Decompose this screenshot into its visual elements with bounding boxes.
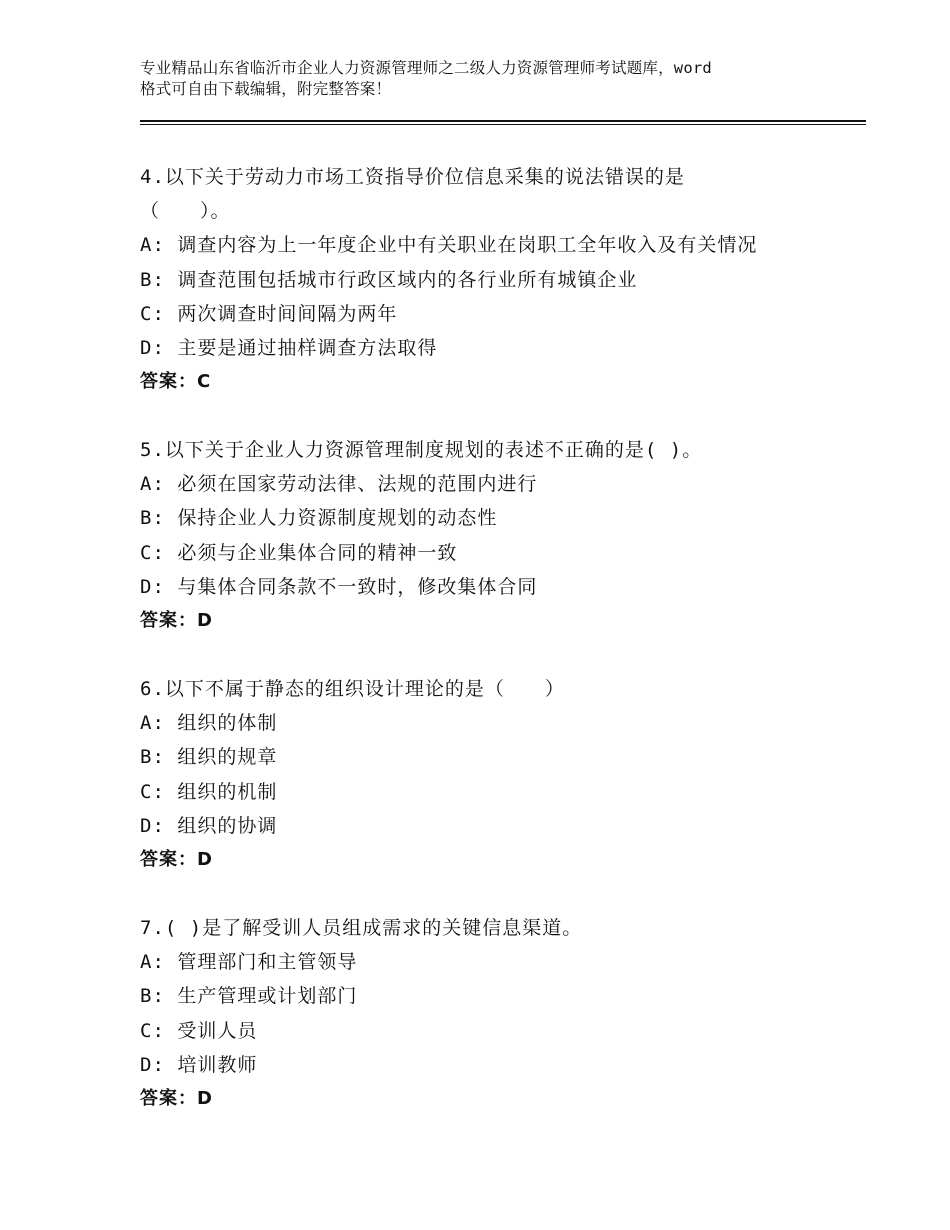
- option-b: B: 调查范围包括城市行政区域内的各行业所有城镇企业: [140, 268, 638, 291]
- header-line-2: 格式可自由下载编辑，附完整答案！: [140, 80, 392, 98]
- header-divider-thick: [140, 120, 866, 122]
- question-7: [140, 911, 860, 1116]
- answer: 答案：C: [140, 371, 212, 393]
- option-c: C: 必须与企业集体合同的精神一致: [140, 541, 458, 564]
- question-stem: 7.( )是了解受训人员组成需求的关键信息渠道。: [140, 917, 583, 939]
- question-stem: 5.以下关于企业人力资源管理制度规划的表述不正确的是( )。: [140, 439, 703, 461]
- question-4: [140, 160, 860, 399]
- answer: 答案：D: [140, 609, 213, 631]
- answer: 答案：D: [140, 848, 213, 870]
- question-stem: 4.以下关于劳动力市场工资指导价位信息采集的说法错误的是: [140, 166, 685, 188]
- option-a: A: 必须在国家劳动法律、法规的范围内进行: [140, 473, 538, 496]
- option-d: D: 培训教师: [140, 1053, 258, 1076]
- option-a: A: 管理部门和主管领导: [140, 951, 358, 974]
- document-header: [140, 58, 860, 100]
- question-stem-continued: （ ）。: [140, 200, 231, 223]
- option-b: B: 保持企业人力资源制度规划的动态性: [140, 507, 498, 530]
- option-c: C: 两次调查时间间隔为两年: [140, 302, 398, 325]
- option-d: D: 与集体合同条款不一致时，修改集体合同: [140, 575, 538, 598]
- option-b: B: 组织的规章: [140, 746, 278, 769]
- header-line-1: 专业精品山东省临沂市企业人力资源管理师之二级人力资源管理师考试题库，word: [140, 59, 712, 77]
- option-c: C: 组织的机制: [140, 780, 278, 803]
- answer: 答案：D: [140, 1087, 213, 1109]
- question-5: [140, 433, 860, 638]
- option-a: A: 调查内容为上一年度企业中有关职业在岗职工全年收入及有关情况: [140, 234, 758, 257]
- option-a: A: 组织的体制: [140, 712, 278, 735]
- question-6: [140, 672, 860, 877]
- option-d: D: 组织的协调: [140, 814, 278, 837]
- question-stem: 6.以下不属于静态的组织设计理论的是（ ）: [140, 678, 565, 700]
- option-b: B: 生产管理或计划部门: [140, 985, 358, 1008]
- option-d: D: 主要是通过抽样调查方法取得: [140, 336, 438, 359]
- header-divider-thin: [140, 124, 866, 125]
- option-c: C: 受训人员: [140, 1019, 258, 1042]
